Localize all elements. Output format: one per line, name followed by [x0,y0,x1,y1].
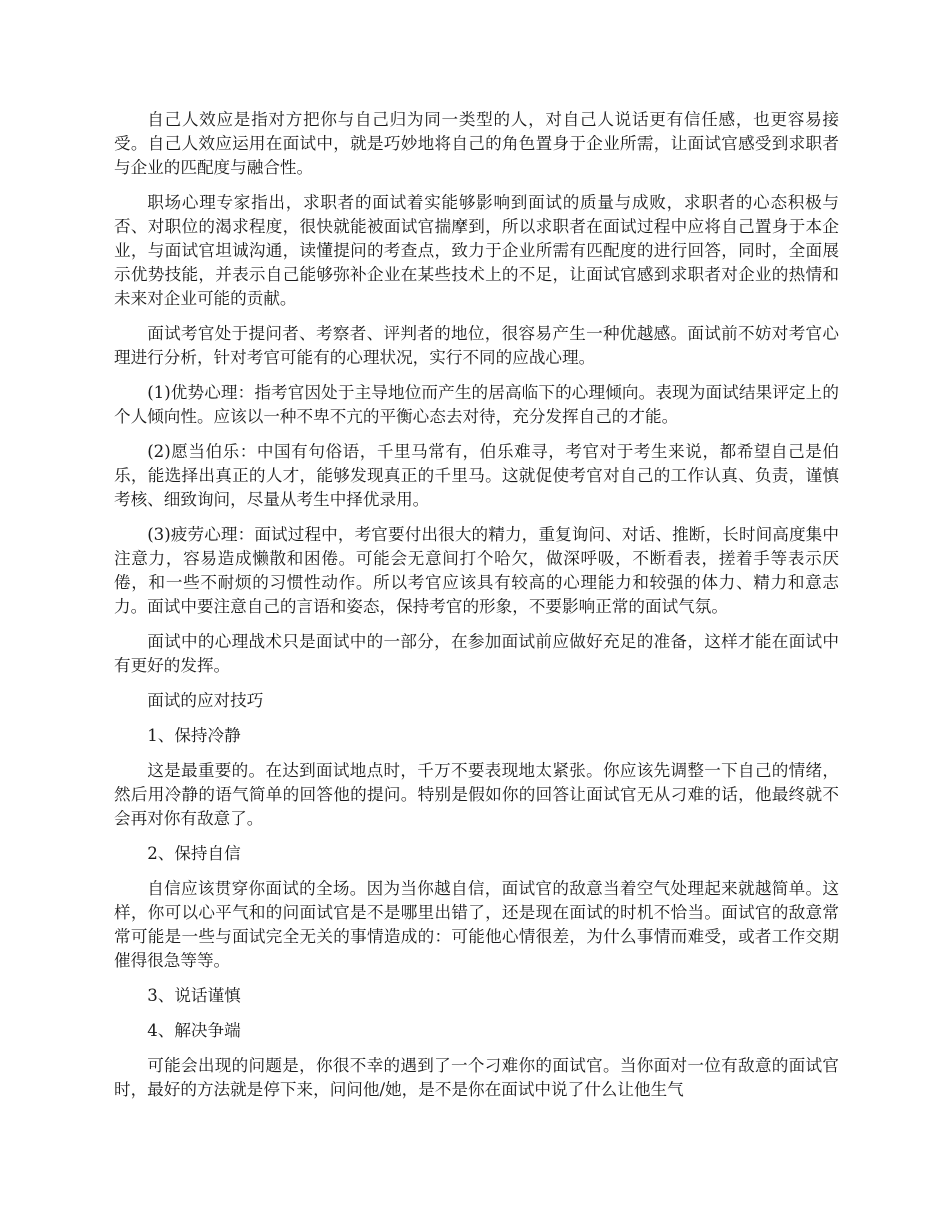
subsection-heading: 4、解决争端 [147,1021,241,1040]
paragraph: 可能会出现的问题是，你很不幸的遇到了一个刁难你的面试官。当你面对一位有敌意的面试官时，最好的方法就是停下来，问问他/她，是不是你在面试中说了什么让他生气 [114,1056,839,1099]
paragraph: (2)愿当伯乐：中国有句俗语，千里马常有，伯乐难寻，考官对于考生来说，都希望自己是伯乐，能选择出真正的人才，能够发现真正的千里马。这就促使考官对自己的工作认真、负责，谨慎考核、细致询问，尽量从考生中择优录用。 [114,442,839,509]
subsection-heading: 2、保持自信 [147,844,241,863]
subsection-heading: 3、说话谨慎 [147,986,241,1005]
paragraph: 自己人效应是指对方把你与自己归为同一类型的人，对自己人说话更有信任感，也更容易接受。自己人效应运用在面试中，就是巧妙地将自己的角色置身于企业所需，让面试官感受到求职者与企业的匹配度与融合性。 [114,110,839,177]
paragraph: 面试考官处于提问者、考察者、评判者的地位，很容易产生一种优越感。面试前不妨对考官心理进行分析，针对考官可能有的心理状况，实行不同的应战心理。 [114,324,839,367]
paragraph: (3)疲劳心理：面试过程中，考官要付出很大的精力，重复询问、对话、推断，长时间高度集中注意力，容易造成懒散和困倦。可能会无意间打个哈欠，做深呼吸，不断看表，搓着手等表示厌倦，和一些不耐烦的习惯性动作。所以考官应该具有较高的心理能力和较强的体力、精力和意志力。面试中要注意自己的言语和姿态，保持考官的形象，不要影响正常的面试气氛。 [114,525,839,616]
paragraph: 面试中的心理战术只是面试中的一部分，在参加面试前应做好充足的准备，这样才能在面试中有更好的发挥。 [114,632,839,675]
paragraph: 职场心理专家指出，求职者的面试着实能够影响到面试的质量与成败，求职者的心态积极与否、对职位的渴求程度，很快就能被面试官揣摩到，所以求职者在面试过程中应将自己置身于本企业，与面试官坦诚沟通，读懂提问的考查点，致力于企业所需有匹配度的进行回答，同时，全面展示优势技能，并表示自己能够弥补企业在某些技术上的不足，让面试官感到求职者对企业的热情和未来对企业可能的贡献。 [114,193,839,308]
paragraph: (1)优势心理：指考官因处于主导地位而产生的居高临下的心理倾向。表现为面试结果评定上的个人倾向性。应该以一种不卑不亢的平衡心态去对待，充分发挥自己的才能。 [114,383,839,426]
paragraph: 这是最重要的。在达到面试地点时，千万不要表现地太紧张。你应该先调整一下自己的情绪，然后用冷静的语气简单的回答他的提问。特别是假如你的回答让面试官无从刁难的话，他最终就不会再对你有敌意了。 [114,761,839,828]
section-heading: 面试的应对技巧 [147,691,264,710]
document-page [114,108,839,1113]
paragraph: 自信应该贯穿你面试的全场。因为当你越自信，面试官的敌意当着空气处理起来就越简单。这样，你可以心平气和的问面试官是不是哪里出错了，还是现在面试的时机不恰当。面试官的敌意常常可能是一些与面试完全无关的事情造成的：可能他心情很差，为什么事情而难受，或者工作交期催得很急等等。 [114,879,839,970]
subsection-heading: 1、保持冷静 [147,726,241,745]
